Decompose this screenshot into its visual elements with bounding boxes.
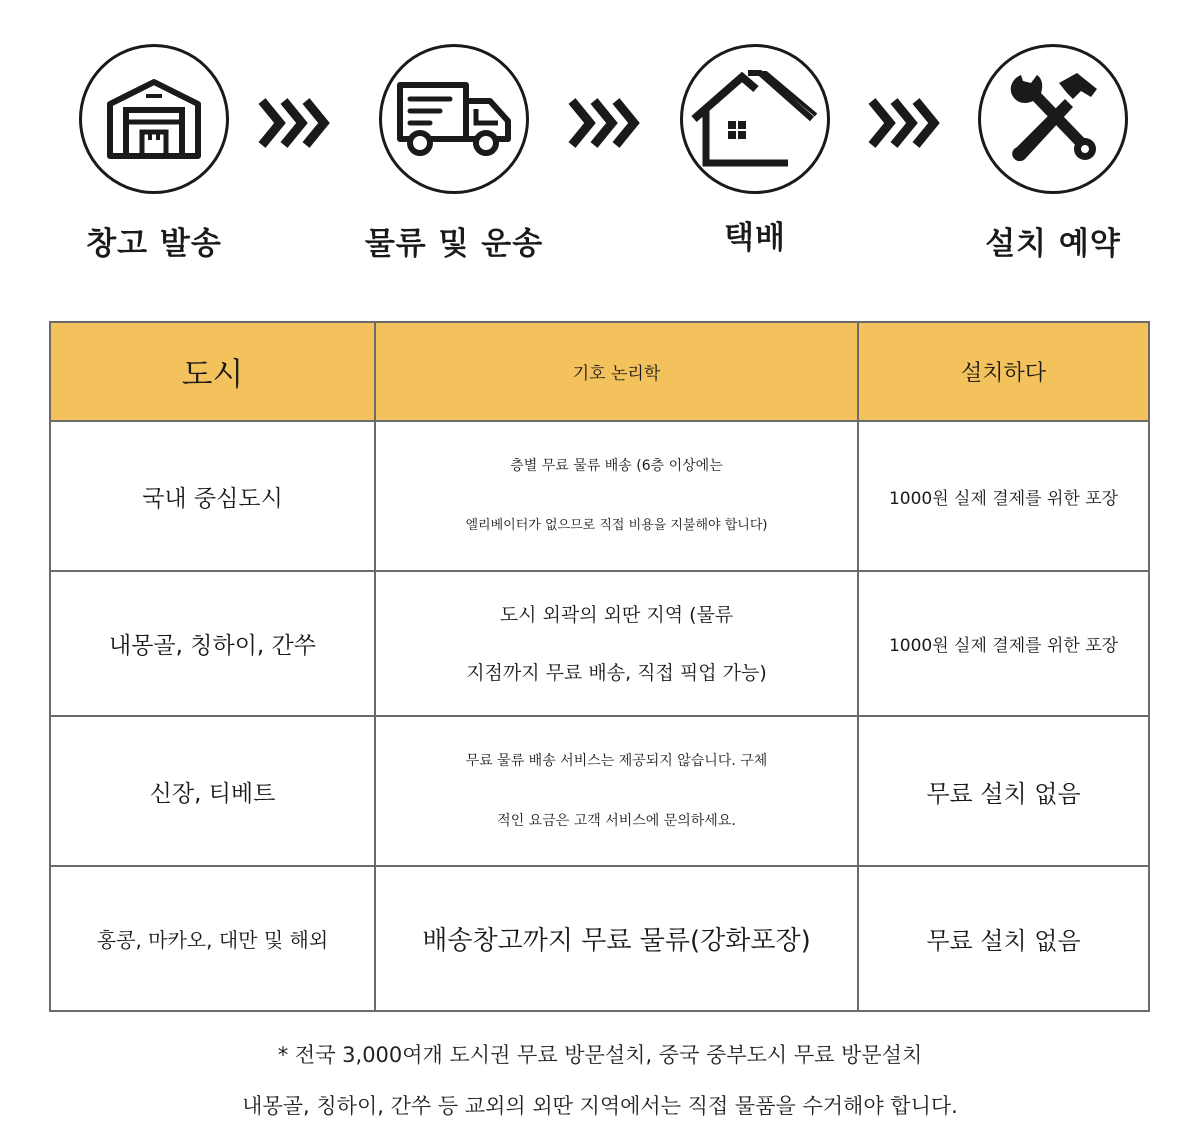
table-row	[50, 571, 1149, 716]
logistics-line: 층별 무료 물류 배송 (6층 이상에는	[510, 458, 723, 474]
step-label: 창고 발송	[86, 226, 222, 262]
logistics-line: 무료 물류 배송 서비스는 제공되지 않습니다. 구체	[465, 753, 768, 769]
step-label: 택배	[724, 220, 786, 256]
step-circle	[379, 44, 529, 194]
step-logistics-transport	[354, 44, 554, 263]
city-cell: 내몽골, 칭하이, 간쑤	[50, 571, 375, 716]
table-row	[50, 421, 1149, 571]
step-courier	[655, 44, 855, 257]
footnote-line-2: 내몽골, 칭하이, 간쑤 등 교외의 외딴 지역에서는 직접 물품을 수거해야 합니다.	[242, 1094, 958, 1118]
step-circle	[79, 44, 229, 194]
step-label: 물류 및 운송	[364, 226, 544, 262]
logistics-line: 지점까지 무료 배송, 직접 픽업 가능)	[466, 661, 767, 684]
triple-chevron-right-icon	[568, 95, 644, 151]
table-row	[50, 866, 1149, 1011]
city-cell: 국내 중심도시	[50, 421, 375, 571]
tools-icon	[1003, 69, 1103, 169]
process-flow	[0, 0, 1200, 270]
table-row	[50, 716, 1149, 866]
step-warehouse-dispatch	[54, 44, 254, 263]
logistics-line: 적인 요금은 고객 서비스에 문의하세요.	[497, 813, 736, 829]
footnote-line-1: * 전국 3,000여개 도시권 무료 방문설치, 중국 중부도시 무료 방문설치	[277, 1043, 923, 1067]
logistics-cell	[375, 716, 858, 866]
logistics-line: 엘리베이터가 없으므로 직접 비용을 지불해야 합니다)	[465, 518, 768, 533]
triple-chevron-right-icon	[868, 95, 944, 151]
warehouse-icon	[104, 74, 204, 164]
city-cell: 홍콩, 마카오, 대만 및 해외	[50, 866, 375, 1011]
step-label: 설치 예약	[985, 226, 1121, 262]
install-cell: 1000원 실제 결제를 위한 포장	[858, 421, 1149, 571]
table-header-row	[50, 322, 1149, 421]
step-circle	[978, 44, 1128, 194]
install-cell: 무료 설치 없음	[858, 866, 1149, 1011]
step-circle	[680, 44, 830, 194]
triple-chevron-right-icon	[258, 95, 334, 151]
logistics-cell	[375, 421, 858, 571]
shipping-table	[49, 321, 1150, 1012]
header-city: 도시	[50, 322, 375, 421]
header-install: 설치하다	[858, 322, 1149, 421]
truck-icon	[394, 79, 514, 159]
install-cell: 무료 설치 없음	[858, 716, 1149, 866]
header-logistics: 기호 논리학	[375, 322, 858, 421]
logistics-cell	[375, 571, 858, 716]
house-icon	[690, 69, 820, 169]
city-cell: 신장, 티베트	[50, 716, 375, 866]
step-install-reservation	[953, 44, 1153, 263]
install-cell: 1000원 실제 결제를 위한 포장	[858, 571, 1149, 716]
logistics-line: 도시 외곽의 외딴 지역 (물류	[499, 603, 734, 626]
logistics-cell: 배송창고까지 무료 물류(강화포장)	[375, 866, 858, 1011]
